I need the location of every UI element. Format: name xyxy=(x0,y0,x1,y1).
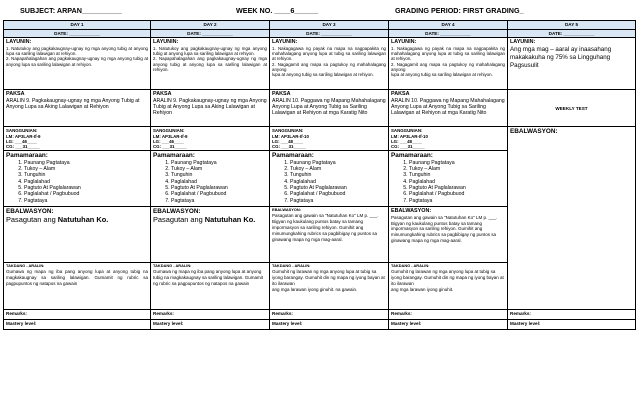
day-2-header: DAY 2 xyxy=(151,21,270,30)
day-2-takdang-aralin xyxy=(151,263,270,310)
ebalwasyon-text: Pasagutan ang gawain sa "Natutuhan Ko" LM p. ___. Bigyan ng kaukulang puntos batay sa tamang impormasyon sa sariling rehiyon. Gumihit ang minumungkahing rubrics sa pagbibigay ng puntos sa ginawang mapa ng mga mag-aaral. xyxy=(391,214,498,244)
day-header-row xyxy=(4,21,636,30)
weekly-test-label: WEEKLY TEST xyxy=(508,90,636,127)
day-3-remarks: Remarks: xyxy=(270,310,389,320)
day-2-layunin xyxy=(151,38,270,90)
layunin-label: LAYUNIN: xyxy=(6,39,32,46)
day-3-ebalwasyon xyxy=(270,207,389,263)
day-2-pamamaraan xyxy=(151,151,270,207)
day-1-takdang-aralin xyxy=(4,263,151,310)
step-item: 5. Pagtuto At Paglalarawan xyxy=(171,185,267,191)
step-item: 6. Paglalahat / Pagbubuod xyxy=(171,191,267,197)
day-1-ebalwasyon xyxy=(4,207,151,263)
takdang-aralin-label: TAKDANG - ARALIN: xyxy=(272,263,311,269)
ebalwasyon-label: EBALWASYON: xyxy=(153,208,201,216)
layunin-label: LAYUNIN: xyxy=(153,39,179,46)
pamamaraan-label: Pamamaraan: xyxy=(272,152,314,160)
paksa-text: ARALIN 10. Paggawa ng Mapang Mahahalagang Anyong Lupa at Anyong Tubig sa Sariling Lalawigan at Rehiyon at mga Karatig Nito xyxy=(272,97,386,117)
step-item: 5. Pagtuto At Paglalarawan xyxy=(290,185,386,191)
layunin-text: Ang mga mag – aaral ay inaasahang makakakuha ng 75% sa Lingguhang Pagsusulit xyxy=(510,45,612,69)
day-3-date: DATE: ____________ xyxy=(270,30,389,38)
day-4-paksa xyxy=(389,90,508,127)
step-item: 7. Pagtataya xyxy=(171,198,267,204)
layunin-label: LAYUNIN: xyxy=(391,39,417,46)
day-4-remarks: Remarks: xyxy=(389,310,508,320)
paksa-text: ARALIN 9. Pagkakaugnay-ugnay ng mga Anyong Tubig at Anyong Lupa sa Aking Lalawigan at Rehiyon xyxy=(6,97,140,111)
takdang-aralin-text: Gumawa ng mapa ng iba pang anyong lupa at anyong tubig na magkakaugnay sa sariling lalawigan. Gumamit ng rubric sa pagpupuntos ng natapos na gawain xyxy=(6,269,148,287)
takdang-aralin-text: Gumuhit ng larawan ng mga anyong lupa at tubig sa iyong barangay. Gumuhit din ng mapa ng iyong bayan at ito ilarawan ang mga larawan iyong ginuhit. na gawain. xyxy=(272,269,385,293)
ebalwasyon-label: EBALWASYON: xyxy=(391,208,432,215)
step-item: 7. Pagtataya xyxy=(409,198,505,204)
sanggunian-label: SANGGUNIAN: xyxy=(391,128,423,134)
step-item: 6. Paglalahat / Pagbubuod xyxy=(409,191,505,197)
sanggunian-text: LM: AP3LAR-If-9 LG: ___46____ CG: ___31_____ xyxy=(6,133,41,150)
step-item: 1. Paunang Pagtataya xyxy=(24,160,148,166)
subject-label: SUBJECT: ARPAN__________ xyxy=(20,6,122,15)
sanggunian-row xyxy=(4,127,636,151)
day-4-ebalwasyon xyxy=(389,207,508,263)
sanggunian-text: LM: AP3LAR-If-10 LG: ___48____ CG: ___31_____ xyxy=(391,133,428,150)
layunin-label: LAYUNIN: xyxy=(272,39,298,46)
day-1-pamamaraan xyxy=(4,151,151,207)
step-item: 6. Paglalahat / Pagbubuod xyxy=(24,191,148,197)
ebalwasyon-label: EBALWASYON: xyxy=(6,208,54,216)
step-item: 2. Tukoy – Alam xyxy=(409,166,505,172)
step-item: 3. Tunguhin xyxy=(409,172,505,178)
paksa-row xyxy=(4,90,636,127)
day-1-layunin xyxy=(4,38,151,90)
paksa-label: PAKSA xyxy=(6,91,25,98)
step-item: 4. Paglalahad xyxy=(290,179,386,185)
layunin-text: 1. Nakagagawa ng payak na mapa na nagpapakita ng mahahalagang anyong lupa at tubig sa sariling lalawigan at rehiyon. 2. Nagagamit ang mapa sa pagtukoy ng mahahalagang anyong lupa at anyong tubig sa sariling lalawigan at rehiyon. xyxy=(272,45,386,78)
step-item: 2. Tukoy – Alam xyxy=(171,166,267,172)
step-item: 7. Pagtataya xyxy=(290,198,386,204)
takdang-aralin-text: Gumuhit ng larawan ng mga anyong lupa at tubig sa iyong barangay. Gumuhit din ng mapa ng iyong bayan at ito ilarawan ang mga larawan iyong ginuhit. xyxy=(391,269,504,293)
takdang-aralin-label: TAKDANG - ARALIN: xyxy=(153,263,192,269)
day-5-ebalwasyon xyxy=(508,127,636,310)
day-5-layunin xyxy=(508,38,636,90)
ebalwasyon-activity: Natutuhan Ko. xyxy=(57,214,109,224)
day-1-header: DAY 1 xyxy=(4,21,151,30)
step-item: 1. Paunang Pagtataya xyxy=(409,160,505,166)
day-3-paksa xyxy=(270,90,389,127)
layunin-text: 1. Natutukoy ang pagkakaugnay-ugnay ng mga anyong tubig at anyong lupa sa sariling lalawigan at rehiyon. 2. Napapahalagahan ang pagkakaugnay-ugnay ng mga anyong tubig at anyong lupa sa sariling lalawigan at rehiyon. xyxy=(6,45,148,67)
day-3-pamamaraan xyxy=(270,151,389,207)
pamamaraan-label: Pamamaraan: xyxy=(153,152,195,160)
layunin-text: 1. Natutukoy ang pagkakaugnay-ugnay ng mga anyong tubig at anyong lupa sa sariling lalawigan at rehiyon. 2. Napapahalagahan ang pagkakaugnay-ugnay ng mga anyong tubig at anyong lupa sa sariling lalawigan at rehiyon. xyxy=(153,45,267,72)
step-item: 4. Paglalahad xyxy=(24,179,148,185)
step-item: 2. Tukoy – Alam xyxy=(290,166,386,172)
sanggunian-text: LM: AP3LAR-If-10 LG: ___48____ CG: ___31_____ xyxy=(272,133,309,150)
takdang-aralin-label: TAKDANG - ARALIN: xyxy=(6,263,45,269)
pamamaraan-steps xyxy=(391,160,505,204)
pamamaraan-label: Pamamaraan: xyxy=(6,152,48,160)
layunin-text: 1. Nakagagawa ng payak na mapa na nagpapakita ng mahahalagang anyong lupa at tubig sa sariling lalawigan at rehiyon. 2. Nagagamit ang mapa sa pagtukoy ng mahahalagang anyong lupa at anyong tubig sa sariling lalawigan at rehiyon. xyxy=(391,45,505,78)
step-item: 6. Paglalahat / Pagbubuod xyxy=(290,191,386,197)
ebalwasyon-instruction: Pasagutan ang xyxy=(153,214,205,224)
paksa-text: ARALIN 10. Paggawa ng Mapang Mahahalagang Anyong Lupa at Anyong Tubig sa Sariling Lalawigan at Rehiyon at mga Karatig Nito xyxy=(391,97,505,117)
pamamaraan-steps xyxy=(272,160,386,204)
day-3-sanggunian xyxy=(270,127,389,151)
paksa-label: PAKSA xyxy=(153,91,172,98)
day-5-remarks: Remarks: xyxy=(508,310,636,320)
day-1-date: DATE: ____________ xyxy=(4,30,151,38)
step-item: 4. Paglalahad xyxy=(171,179,267,185)
takdang-aralin-label: TAKDANG - ARALIN: xyxy=(391,263,430,269)
remarks-row xyxy=(4,310,636,320)
step-item: 3. Tunguhin xyxy=(290,172,386,178)
day-4-layunin xyxy=(389,38,508,90)
sanggunian-label: SANGGUNIAN: xyxy=(153,128,185,134)
pamamaraan-steps xyxy=(153,160,267,204)
day-4-takdang-aralin xyxy=(389,263,508,310)
ebalwasyon-label: EBALWASYON: xyxy=(510,128,558,136)
day-3-mastery-level: Mastery level: xyxy=(270,320,389,330)
day-4-sanggunian xyxy=(389,127,508,151)
day-5-date: DATE: ____________ xyxy=(508,30,636,38)
paksa-text: ARALIN 9. Pagkakaugnay-ugnay ng mga Anyong Tubig at Anyong Lupa sa Aking Lalawigan at Rehiyon xyxy=(153,97,267,117)
day-2-remarks: Remarks: xyxy=(151,310,270,320)
day-2-sanggunian xyxy=(151,127,270,151)
step-item: 2. Tukoy – Alam xyxy=(24,166,148,172)
ebalwasyon-activity: Natutuhan Ko. xyxy=(204,214,256,224)
day-3-takdang-aralin xyxy=(270,263,389,310)
layunin-row xyxy=(4,38,636,90)
day-4-header: DAY 4 xyxy=(389,21,508,30)
sanggunian-text: LM: AP3LAR-If-9 LG: ___46____ CG: ___31_____ xyxy=(153,133,188,150)
step-item: 4. Paglalahad xyxy=(409,179,505,185)
day-4-pamamaraan xyxy=(389,151,508,207)
ebalwasyon-text xyxy=(6,216,148,225)
day-2-mastery-level: Mastery level: xyxy=(151,320,270,330)
step-item: 3. Tunguhin xyxy=(171,172,267,178)
paksa-label: PAKSA xyxy=(272,91,291,98)
pamamaraan-steps xyxy=(6,160,148,204)
ebalwasyon-instruction: Pasagutan ang xyxy=(6,214,58,224)
step-item: 1. Paunang Pagtataya xyxy=(171,160,267,166)
ebalwasyon-text: Pasagutan ang gawain sa "Natutuhan Ko" LM p. ___. Bigyan ng kaukulang puntos batay sa tamang impormasyon sa sariling rehiyon. Gumihit ang minumungkahing rubrics sa pagbibigay ng puntos sa ginawang mapa ng mga mag-aaral. xyxy=(272,213,379,242)
day-3-header: DAY 3 xyxy=(270,21,389,30)
step-item: 7. Pagtataya xyxy=(24,198,148,204)
sanggunian-label: SANGGUNIAN: xyxy=(272,128,304,134)
step-item: 1. Paunang Pagtataya xyxy=(290,160,386,166)
day-4-mastery-level: Mastery level: xyxy=(389,320,508,330)
ebalwasyon-label: EBALWASYON: xyxy=(272,207,301,213)
day-3-layunin xyxy=(270,38,389,90)
weekly-lesson-table xyxy=(3,20,636,330)
ebalwasyon-text xyxy=(153,216,267,225)
step-item: 5. Pagtuto At Paglalarawan xyxy=(409,185,505,191)
date-row xyxy=(4,30,636,38)
day-2-paksa xyxy=(151,90,270,127)
day-5-header: DAY 5 xyxy=(508,21,636,30)
sanggunian-label: SANGGUNIAN: xyxy=(6,128,38,134)
week-label: WEEK NO. ____6______ xyxy=(236,6,319,15)
step-item: 3. Tunguhin xyxy=(24,172,148,178)
day-1-sanggunian xyxy=(4,127,151,151)
document-header xyxy=(0,4,638,18)
day-1-remarks: Remarks: xyxy=(4,310,151,320)
day-1-paksa xyxy=(4,90,151,127)
day-2-ebalwasyon xyxy=(151,207,270,263)
day-2-date: DATE: ____________ xyxy=(151,30,270,38)
grading-period-label: GRADING PERIOD: FIRST GRADING_ xyxy=(395,6,524,15)
day-1-mastery-level: Mastery level: xyxy=(4,320,151,330)
pamamaraan-label: Pamamaraan: xyxy=(391,152,433,160)
paksa-label: PAKSA xyxy=(391,91,410,98)
takdang-aralin-text: Gumawa ng mapa ng iba pang anyong lupa at anyong tubig na magkakaugnay sa sariling lalawigan. Gumamit ng rubric sa pagpupuntos ng natapos na gawain xyxy=(153,269,264,287)
day-4-date: DATE: ____________ xyxy=(389,30,508,38)
day-5-mastery-level: Mastery level: xyxy=(508,320,636,330)
layunin-label: LAYUNIN: xyxy=(510,39,536,46)
step-item: 5. Pagtuto At Paglalarawan xyxy=(24,185,148,191)
mastery-level-row xyxy=(4,320,636,330)
